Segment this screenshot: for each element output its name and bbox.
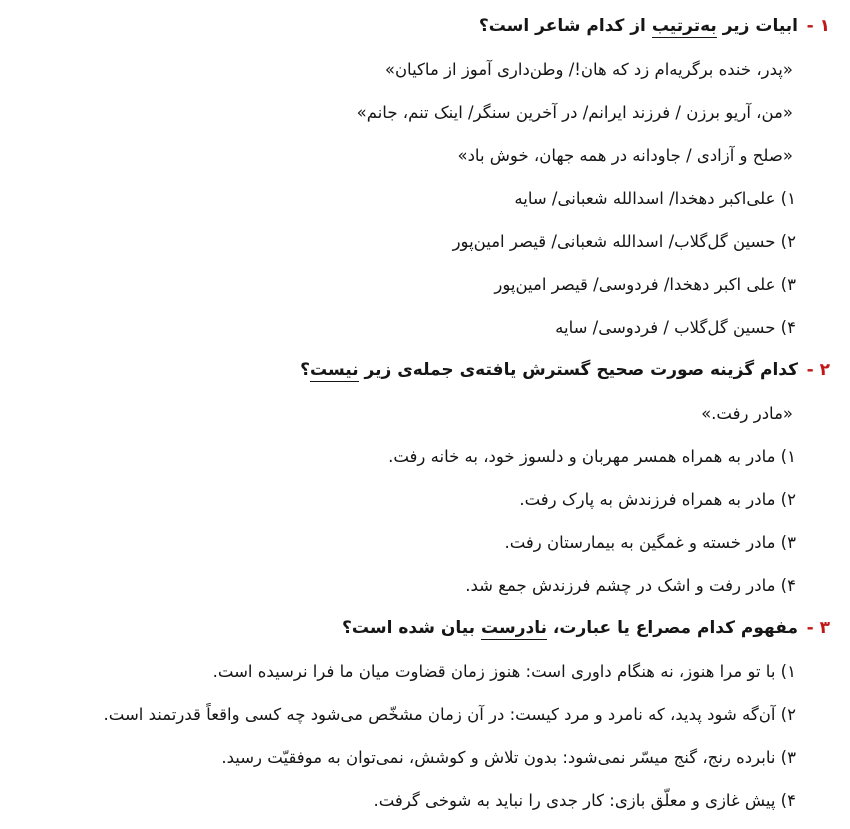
- question-2-number: ۲ -: [806, 360, 830, 380]
- question-3-option-1: ۱) با تو مرا هنوز، نه هنگام داوری است: هنوز زمان قضاوت میان ما فرا نرسیده است.: [212, 662, 796, 681]
- question-text-underlined: نادرست: [480, 618, 547, 638]
- question-1: [0, 5, 850, 349]
- poem-line-1: «پدر، خنده برگریه‌ام زد که هان!/ وطن‌داری آموز از ماکیان»: [384, 60, 793, 79]
- question-1-number: ۱ -: [806, 16, 830, 36]
- question-3-text: [342, 618, 798, 640]
- question-1-option-3: ۳) علی اکبر دهخدا/ فردوسی/ قیصر امین‌پور: [494, 275, 796, 294]
- question-text-before: مفهوم کدام مصراع یا عبارت،: [546, 618, 798, 638]
- poem-line-2: «من، آریو برزن / فرزند ایرانم/ در آخرین سنگر/ اینک تنم، جانم»: [356, 103, 793, 122]
- question-3-option-3: ۳) نابرده رنج، گنج میسّر نمی‌شود: بدون تلاش و کوشش، نمی‌توان به موفقیّت رسید.: [221, 748, 796, 767]
- question-3-number: ۳ -: [806, 618, 830, 638]
- question-text-underlined: به‌ترتیب: [651, 16, 717, 36]
- question-1-option-1: ۱) علی‌اکبر دهخدا/ اسدالله شعبانی/ سایه: [514, 189, 796, 208]
- question-1-header: [0, 5, 850, 48]
- question-2: [0, 349, 850, 607]
- question-2-option-1: ۱) مادر به همراه همسر مهربان و دلسوز خود، به خانه رفت.: [388, 447, 796, 466]
- question-2-option-3: ۳) مادر خسته و غمگین به بیمارستان رفت.: [504, 533, 796, 552]
- question-text-after: بیان شده است؟: [342, 618, 481, 638]
- question-text-after: از کدام شاعر است؟: [478, 16, 652, 36]
- question-3-header: [0, 607, 850, 650]
- question-3-option-2: ۲) آن‌گه شود پدید، که نامرد و مرد کیست: در آن زمان مشخّص می‌شود چه کسی واقعاً قدرتمند است.: [103, 705, 796, 724]
- sentence-stem: «مادر رفت.»: [701, 404, 793, 423]
- poem-line-3: «صلح و آزادی / جاودانه در همه جهان، خوش باد»: [457, 146, 793, 165]
- question-2-option-4: ۴) مادر رفت و اشک در چشم فرزندش جمع شد.: [465, 576, 796, 595]
- question-2-option-2: ۲) مادر به همراه فرزندش به پارک رفت.: [519, 490, 796, 509]
- question-1-text: [479, 16, 798, 38]
- question-text-before: ابیات زیر: [716, 16, 798, 36]
- question-2-text: [300, 360, 798, 382]
- question-3-option-4: ۴) پیش غازی و معلّق بازی: کار جدی را نباید به شوخی گرفت.: [373, 791, 796, 810]
- question-2-header: [0, 349, 850, 392]
- question-1-option-4: ۴) حسین گل‌گلاب / فردوسی/ سایه: [555, 318, 796, 337]
- question-text-underlined: نیست: [310, 360, 359, 380]
- question-text-before: کدام گزینه صورت صحیح گسترش یافته‌ی جمله‌ی زیر: [358, 360, 798, 380]
- question-1-option-2: ۲) حسین گل‌گلاب/ اسدالله شعبانی/ قیصر امین‌پور: [452, 232, 796, 251]
- question-text-after: ؟: [300, 360, 310, 380]
- question-3: [0, 607, 850, 822]
